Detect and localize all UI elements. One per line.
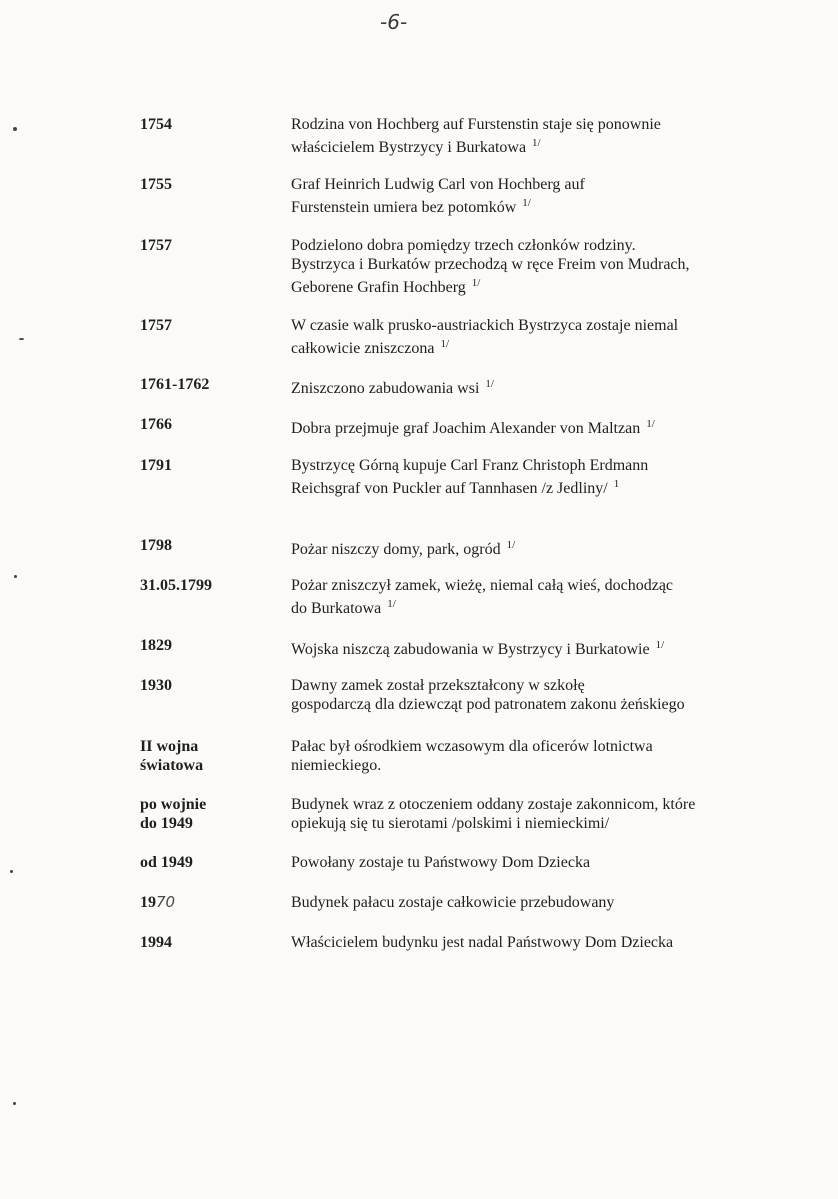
entry-date — [140, 115, 172, 134]
entry-date-text: 1791 — [140, 457, 172, 474]
entry-text-line: do Burkatowa $^{1/}$ — [291, 598, 396, 617]
entry-text-line: Właścicielem budynku jest nadal Państwowy Dom Dziecka — [291, 934, 674, 951]
entry-text-line: Budynek wraz z otoczeniem oddany zostaje zakonnicom, które — [291, 796, 696, 813]
entry-date-text: II wojna światowa — [140, 738, 204, 774]
entry-text-line: gospodarczą dla dziewcząt pod patronatem zakonu żeńskiego — [291, 696, 685, 713]
page-number: -6- — [380, 10, 408, 34]
entry-date — [140, 933, 172, 952]
entry-text — [291, 375, 761, 398]
entry-text — [291, 893, 761, 912]
entry-text-line: Pożar zniszczył zamek, wieżę, niemal całą wieś, dochodząc — [291, 577, 674, 594]
entry-text — [291, 456, 761, 498]
entry-date — [140, 853, 193, 872]
entry-text-line: opiekują się tu sierotami /polskimi i niemieckimi/ — [291, 815, 610, 832]
entry-text-line: Wojska niszczą zabudowania w Bystrzycy i Burkatowie $^{1/}$ — [291, 639, 665, 658]
footnote-ref: 1/ — [655, 639, 665, 651]
entry-text — [291, 795, 761, 833]
entry-date — [140, 236, 172, 255]
footnote-ref: 1/ — [646, 418, 655, 430]
entry-text — [291, 636, 761, 659]
entry-text-line: całkowicie zniszczona $^{1/}$ — [291, 338, 450, 357]
entry-date-text: 1994 — [140, 934, 172, 951]
entry-text-line: Reichsgraf von Puckler auf Tannhasen /z Jedliny/ $^1$ — [291, 478, 620, 497]
entry-date — [140, 737, 203, 775]
entry-text-line: Rodzina von Hochberg auf Furstenstin staje się ponownie — [291, 116, 661, 133]
footnote-ref: 1/ — [471, 277, 481, 289]
entry-date-text: 1757 — [140, 237, 172, 254]
entry-text — [291, 576, 761, 618]
entry-text — [291, 536, 761, 559]
margin-mark — [13, 1102, 16, 1105]
entry-text-line: Geborene Grafin Hochberg $^{1/}$ — [291, 277, 481, 296]
entry-date — [140, 536, 172, 555]
entry-date — [140, 415, 172, 434]
entry-text-line: Graf Heinrich Ludwig Carl von Hochberg auf — [291, 176, 585, 193]
entry-date-text: po wojnie do 1949 — [140, 796, 207, 832]
entry-date — [140, 676, 172, 695]
footnote-ref: 1/ — [485, 378, 494, 390]
entry-text — [291, 115, 761, 157]
entry-date — [140, 576, 212, 595]
entry-text-line: Budynek pałacu zostaje całkowicie przebudowany — [291, 894, 615, 911]
entry-text — [291, 676, 761, 714]
entry-text-line: Bystrzyca i Burkatów przechodzą w ręce Freim von Mudrach, — [291, 256, 690, 273]
footnote-ref: 1 — [613, 478, 620, 490]
handwritten-date-correction: 70 — [156, 893, 176, 911]
entry-date-text: 1930 — [140, 677, 172, 694]
margin-mark — [19, 338, 24, 340]
footnote-ref: 1/ — [522, 197, 531, 209]
entry-text — [291, 737, 761, 775]
entry-date-text: 1766 — [140, 416, 172, 433]
entry-date — [140, 795, 206, 833]
entry-date — [140, 175, 172, 194]
footnote-ref: 1/ — [506, 539, 516, 551]
entry-date — [140, 316, 172, 335]
entry-text — [291, 316, 761, 358]
entry-date-text: 1754 — [140, 116, 172, 133]
entry-text — [291, 853, 761, 872]
margin-mark — [10, 870, 13, 873]
entry-text-line: Furstenstein umiera bez potomków $^{1/}$ — [291, 197, 531, 216]
entry-text-line: Dobra przejmuje graf Joachim Alexander von Maltzan $^{1/}$ — [291, 418, 655, 437]
footnote-ref: 1/ — [440, 338, 450, 350]
entry-date-text: od 1949 — [140, 854, 193, 871]
footnote-ref: 1/ — [387, 598, 396, 610]
entry-date — [140, 636, 172, 655]
entry-date-text: 1761-1762 — [140, 376, 210, 393]
entry-date-text: 1757 — [140, 317, 172, 334]
margin-mark — [13, 127, 17, 131]
entry-date-text: 1798 — [140, 537, 172, 554]
entry-date — [140, 456, 172, 475]
entry-text-line: Bystrzycę Górną kupuje Carl Franz Christoph Erdmann — [291, 457, 649, 474]
entry-date — [140, 375, 209, 394]
entry-text — [291, 175, 761, 217]
entry-date-text: 19 — [140, 894, 156, 911]
entry-text-line: Pożar niszczy domy, park, ogród $^{1/}$ — [291, 539, 516, 558]
entry-date — [140, 893, 175, 912]
entry-text-line: Zniszczono zabudowania wsi $^{1/}$ — [291, 378, 494, 397]
entry-text — [291, 933, 761, 952]
entry-text-line: W czasie walk prusko-austriackich Bystrzyca zostaje niemal — [291, 317, 679, 334]
entry-text-line: właścicielem Bystrzycy i Burkatowa $^{1/}$ — [291, 137, 541, 156]
entry-text-line: Podzielono dobra pomiędzy trzech członków rodziny. — [291, 237, 636, 254]
footnote-ref: 1/ — [532, 137, 541, 149]
entry-text-line: Powołany zostaje tu Państwowy Dom Dziecka — [291, 854, 591, 871]
margin-mark — [14, 575, 17, 578]
entry-text — [291, 415, 761, 438]
entry-text-line: niemieckiego. — [291, 757, 382, 774]
entry-date-text: 31.05.1799 — [140, 577, 212, 594]
entry-text — [291, 236, 761, 297]
entry-text-line: Pałac był ośrodkiem wczasowym dla oficerów lotnictwa — [291, 738, 653, 755]
entry-date-text: 1829 — [140, 637, 172, 654]
entry-date-text: 1755 — [140, 176, 172, 193]
entry-text-line: Dawny zamek został przekształcony w szkołę — [291, 677, 585, 694]
